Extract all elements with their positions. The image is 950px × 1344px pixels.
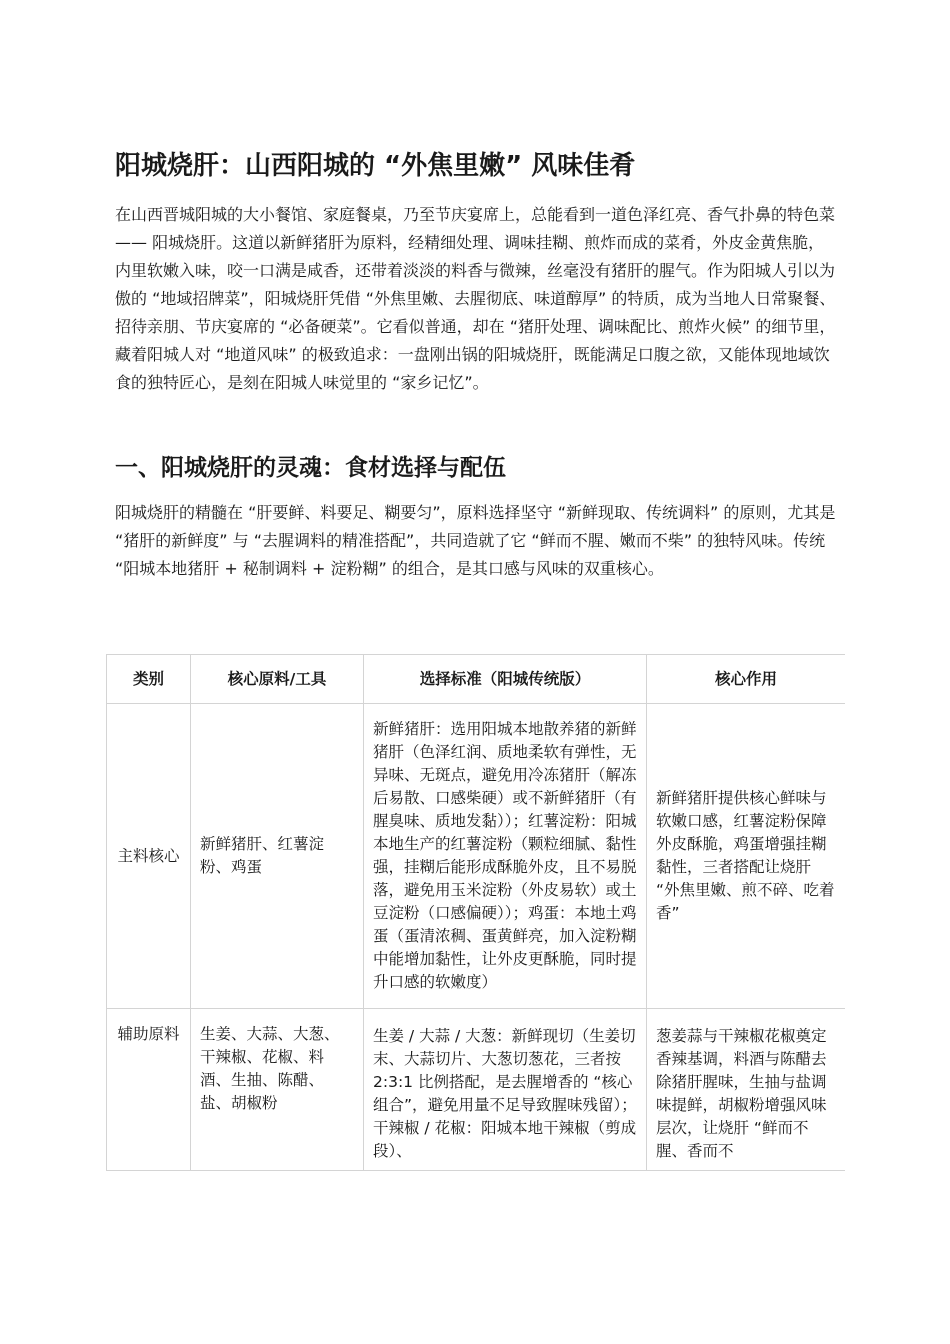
cell-materials: 新鲜猪肝、红薯淀粉、鸡蛋	[191, 704, 364, 1009]
ingredients-table	[106, 654, 845, 1214]
header-standard: 选择标准（阳城传统版）	[364, 655, 647, 704]
header-role: 核心作用	[647, 655, 846, 704]
table-row	[107, 1009, 846, 1171]
cell-category: 辅助原料	[107, 1009, 191, 1171]
cell-role: 葱姜蒜与干辣椒花椒奠定香辣基调，料酒与陈醋去除猪肝腥味，生抽与盐调味提鲜，胡椒粉增强风味层次，让烧肝 “鲜而不腥、香而不	[647, 1009, 846, 1171]
table-header-row	[107, 655, 846, 704]
cell-standard: 新鲜猪肝：选用阳城本地散养猪的新鲜猪肝（色泽红润、质地柔软有弹性，无异味、无斑点，避免用冷冻猪肝（解冻后易散、口感柴硬）或不新鲜猪肝（有腥臭味、质地发黏））；红薯淀粉：阳城本地生产的红薯淀粉（颗粒细腻、黏性强，挂糊后能形成酥脆外皮，且不易脱落，避免用玉米淀粉（外皮易软）或土豆淀粉（口感偏硬））；鸡蛋：本地土鸡蛋（蛋清浓稠、蛋黄鲜亮，加入淀粉糊中能增加黏性，让外皮更酥脆，同时提升口感的软嫩度）	[364, 704, 647, 1009]
cell-standard: 生姜 / 大蒜 / 大葱：新鲜现切（生姜切末、大蒜切片、大葱切葱花，三者按 2:3:1 比例搭配，是去腥增香的 “核心组合”，避免用量不足导致腥味残留）；干辣椒 / 花椒：阳城本地干辣椒（剪成段）、	[364, 1009, 647, 1171]
page-title: 阳城烧肝：山西阳城的 “外焦里嫩” 风味佳肴	[115, 151, 636, 181]
cell-category: 主料核心	[107, 704, 191, 1009]
cell-role: 新鲜猪肝提供核心鲜味与软嫩口感，红薯淀粉保障外皮酥脆，鸡蛋增强挂糊黏性，三者搭配让烧肝 “外焦里嫩、煎不碎、吃着香”	[647, 704, 846, 1009]
cell-materials: 生姜、大蒜、大葱、干辣椒、花椒、料酒、生抽、陈醋、盐、胡椒粉	[191, 1009, 364, 1171]
header-category: 类别	[107, 655, 191, 704]
header-materials: 核心原料/工具	[191, 655, 364, 704]
section-paragraph: 阳城烧肝的精髓在 “肝要鲜、料要足、糊要匀”，原料选择坚守 “新鲜现取、传统调料” 的原则，尤其是 “猪肝的新鲜度” 与 “去腥调料的精准搭配”，共同造就了它 “鲜而不腥、嫩而不柴” 的独特风味。传统 “阳城本地猪肝 + 秘制调料 + 淀粉糊” 的组合，是其口感与风味的双重核心。	[115, 503, 836, 578]
table-row	[107, 704, 846, 1009]
section-heading: 一、阳城烧肝的灵魂：食材选择与配伍	[115, 455, 506, 481]
intro-paragraph: 在山西晋城阳城的大小餐馆、家庭餐桌，乃至节庆宴席上，总能看到一道色泽红亮、香气扑鼻的特色菜 —— 阳城烧肝。这道以新鲜猪肝为原料，经精细处理、调味挂糊、煎炸而成的菜肴，外皮金黄焦脆，内里软嫩入味，咬一口满是咸香，还带着淡淡的料香与微辣，丝毫没有猪肝的腥气。作为阳城人引以为傲的 “地域招牌菜”，阳城烧肝凭借 “外焦里嫩、去腥彻底、味道醇厚” 的特质，成为当地人日常聚餐、招待亲朋、节庆宴席的 “必备硬菜”。它看似普通，却在 “猪肝处理、调味配比、煎炸火候” 的细节里，藏着阳城人对 “地道风味” 的极致追求：一盘刚出锅的阳城烧肝，既能满足口腹之欲，又能体现地域饮食的独特匠心，是刻在阳城人味觉里的 “家乡记忆”。	[115, 205, 836, 392]
